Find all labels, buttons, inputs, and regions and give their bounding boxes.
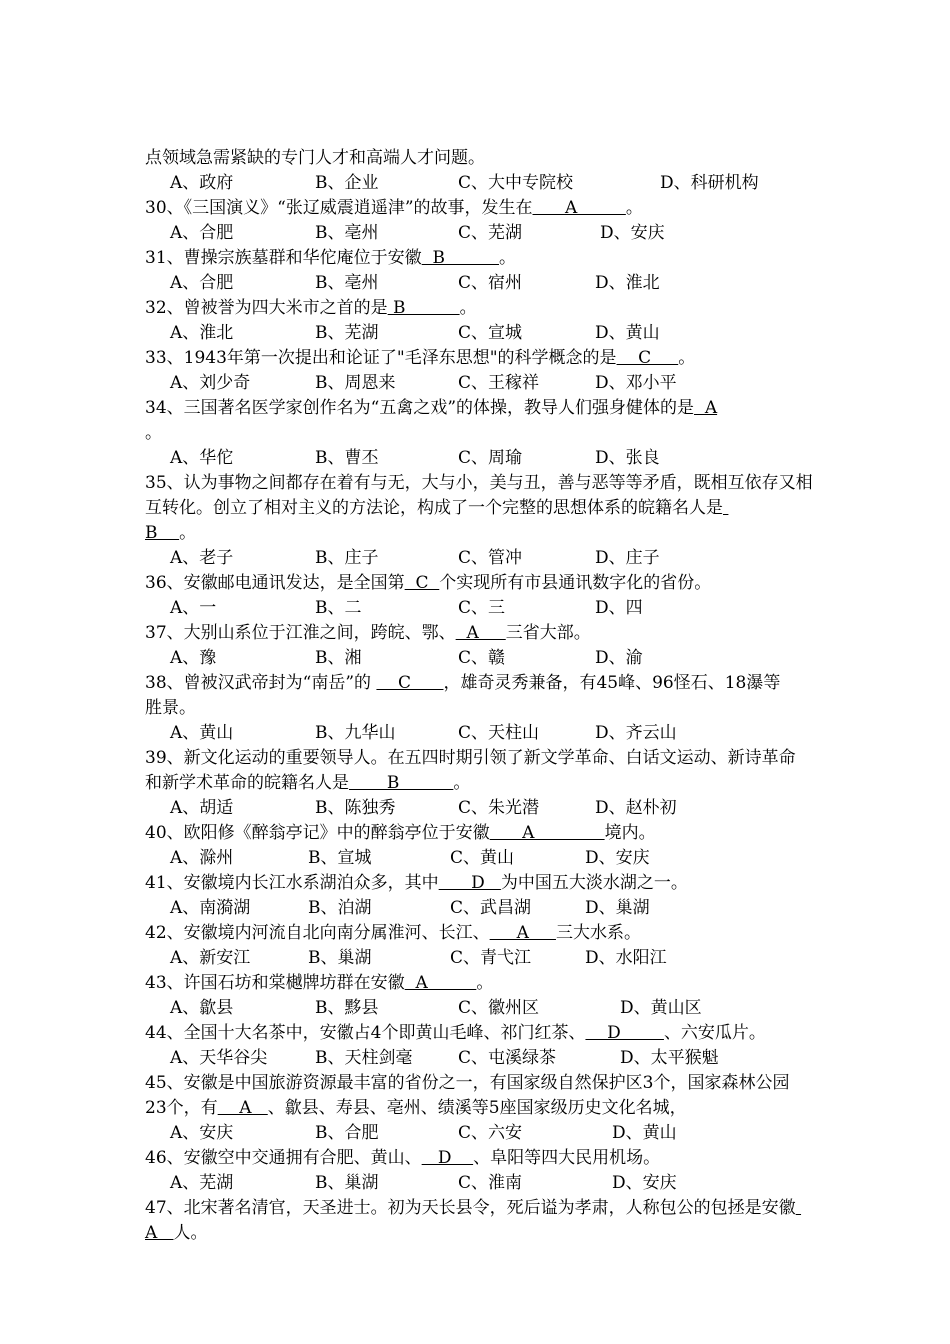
option: A、新安江: [170, 948, 251, 968]
option: A、淮北: [170, 323, 234, 343]
option: B、天柱剑毫: [315, 1048, 413, 1068]
question-35: 35、认为事物之间都存在着有与无，大与小，美与丑，善与恶等等矛盾，既相互依存又相: [145, 473, 813, 493]
option: B、九华山: [315, 723, 396, 743]
option: B、芜湖: [315, 323, 379, 343]
option: A、天华谷尖: [170, 1048, 268, 1068]
option: C、王稼祥: [458, 373, 540, 393]
option: B、周恩来: [315, 373, 396, 393]
option: C、武昌湖: [450, 898, 532, 918]
option: B、宣城: [308, 848, 372, 868]
option: D、渝: [595, 648, 643, 668]
option: A、歙县: [170, 998, 234, 1018]
option: B、黟县: [315, 998, 379, 1018]
question-47: 47、北宋著名清官，天圣进士。初为天长县令，死后谥为孝肃，人称包公的包拯是安徽: [145, 1198, 796, 1218]
answer-blank: A: [404, 973, 477, 993]
question-44: 44、全国十大名茶中，安徽占4个即黄山毛峰、祁门红茶、 D 、六安瓜片。: [145, 1023, 766, 1043]
question-31: 31、曹操宗族墓群和华佗庵位于安徽 B 。: [145, 248, 516, 268]
option: B、企业: [315, 173, 379, 193]
answer-blank: A: [489, 923, 556, 943]
option: A、豫: [170, 648, 217, 668]
option: D、四: [595, 598, 643, 618]
option: B、合肥: [315, 1123, 379, 1143]
option: D、张良: [595, 448, 660, 468]
option: C、芜湖: [458, 223, 523, 243]
option: C、徽州区: [458, 998, 540, 1018]
option: D、安庆: [585, 848, 650, 868]
option: B、泊湖: [308, 898, 372, 918]
question-39: 39、新文化运动的重要领导人。在五四时期引领了新文学革命、白话文运动、新诗革命: [145, 748, 796, 768]
question-41: 41、安徽境内长江水系湖泊众多，其中 D 为中国五大淡水湖之一。: [145, 873, 688, 893]
question-39-line2: 和新学术革命的皖籍名人是 B 。: [145, 773, 471, 793]
question-46: 46、安徽空中交通拥有合肥、黄山、 D 、阜阳等四大民用机场。: [145, 1148, 661, 1168]
option: D、科研机构: [660, 173, 759, 193]
option: A、华佗: [170, 448, 234, 468]
option: A、一: [170, 598, 217, 618]
option: B、庄子: [315, 548, 379, 568]
question-42: 42、安徽境内河流自北向南分属淮河、长江、 A 三大水系。: [145, 923, 641, 943]
question-30: 30、《三国演义》“张辽威震逍遥津”的故事，发生在 A 。: [145, 198, 643, 218]
option: C、赣: [458, 648, 506, 668]
option: D、邓小平: [595, 373, 677, 393]
question-33: 33、1943年第一次提出和论证了"毛泽东思想"的科学概念的是 C 。: [145, 348, 696, 368]
question-45-line2: 23个，有 A 、歙县、寿县、亳州、绩溪等5座国家级历史文化名城，: [145, 1098, 687, 1118]
question-34-cont: 。: [145, 423, 162, 443]
option: D、黄山区: [620, 998, 702, 1018]
answer-blank: B: [421, 248, 499, 268]
answer-blank: D: [421, 1148, 474, 1168]
option: A、刘少奇: [170, 373, 251, 393]
answer-blank: B: [387, 298, 460, 318]
answer-blank: A: [145, 1223, 174, 1243]
option: C、宣城: [458, 323, 523, 343]
option: A、胡适: [170, 798, 234, 818]
question-35-line3: B 。: [145, 523, 197, 543]
option: C、朱光潜: [458, 798, 540, 818]
question-40: 40、欧阳修《醉翁亭记》中的醉翁亭位于安徽 A 境内。: [145, 823, 656, 843]
option: B、亳州: [315, 223, 379, 243]
option: B、巢湖: [315, 1173, 379, 1193]
option: A、合肥: [170, 273, 234, 293]
option: A、黄山: [170, 723, 234, 743]
option: D、淮北: [595, 273, 660, 293]
answer-blank: A: [489, 823, 605, 843]
option: C、黄山: [450, 848, 515, 868]
option: D、黄山: [595, 323, 660, 343]
option: D、赵朴初: [595, 798, 677, 818]
answer-blank: B: [145, 523, 180, 543]
option: C、周瑜: [458, 448, 523, 468]
option: C、大中专院校: [458, 173, 574, 193]
option: C、三: [458, 598, 506, 618]
option: D、黄山: [612, 1123, 677, 1143]
question-38: 38、曾被汉武帝封为“南岳”的 C ，雄奇灵秀兼备，有45峰、96怪石、18瀑等: [145, 673, 781, 693]
answer-blank: A: [455, 623, 506, 643]
question-37: 37、大别山系位于江淮之间，跨皖、鄂、 A 三省大部。: [145, 623, 591, 643]
option: D、太平猴魁: [620, 1048, 719, 1068]
option: C、青弋江: [450, 948, 532, 968]
option: B、曹丕: [315, 448, 379, 468]
question-34: 34、三国著名医学家创作名为“五禽之戏”的体操，教导人们强身健体的是 A: [145, 398, 718, 418]
option: C、淮南: [458, 1173, 523, 1193]
question-36: 36、安徽邮电通讯发达，是全国第 C 个实现所有市县通讯数字化的省份。: [145, 573, 712, 593]
question-32: 32、曾被誉为四大米市之首的是 B 。: [145, 298, 477, 318]
option: C、管冲: [458, 548, 523, 568]
answer-blank: C: [376, 673, 444, 693]
option: A、安庆: [170, 1123, 234, 1143]
option: B、陈独秀: [315, 798, 396, 818]
answer-blank: A: [217, 1098, 268, 1118]
option: A、南漪湖: [170, 898, 251, 918]
question-43: 43、许国石坊和棠樾牌坊群在安徽 A 。: [145, 973, 494, 993]
option: D、巢湖: [585, 898, 650, 918]
option: B、二: [315, 598, 362, 618]
option: B、亳州: [315, 273, 379, 293]
option: C、屯溪绿茶: [458, 1048, 557, 1068]
option: D、安庆: [600, 223, 665, 243]
option: C、六安: [458, 1123, 523, 1143]
question-35-line2: 互转化。创立了相对主义的方法论，构成了一个完整的思想体系的皖籍名人是: [145, 498, 723, 518]
answer-blank: A: [694, 398, 718, 418]
answer-blank: C: [404, 573, 440, 593]
option: C、天柱山: [458, 723, 540, 743]
option: D、水阳江: [585, 948, 667, 968]
option: A、合肥: [170, 223, 234, 243]
question-38-cont: 胜景。: [145, 698, 196, 718]
option: B、湘: [315, 648, 362, 668]
option: A、老子: [170, 548, 234, 568]
answer-blank: D: [585, 1023, 664, 1043]
option: D、安庆: [612, 1173, 677, 1193]
option: A、芜湖: [170, 1173, 234, 1193]
answer-blank: A: [532, 198, 626, 218]
question-45: 45、安徽是中国旅游资源最丰富的省份之一，有国家级自然保护区3个，国家森林公园: [145, 1073, 790, 1093]
answer-blank: C: [616, 348, 679, 368]
option: C、宿州: [458, 273, 523, 293]
option: D、庄子: [595, 548, 660, 568]
question-47-line2: A 人。: [145, 1223, 208, 1243]
answer-blank: D: [438, 873, 501, 893]
option: B、巢湖: [308, 948, 372, 968]
intro-line: 点领域急需紧缺的专门人才和高端人才问题。: [145, 148, 485, 168]
answer-blank: B: [349, 773, 454, 793]
option: D、齐云山: [595, 723, 677, 743]
option: A、政府: [170, 173, 234, 193]
option: A、滁州: [170, 848, 234, 868]
